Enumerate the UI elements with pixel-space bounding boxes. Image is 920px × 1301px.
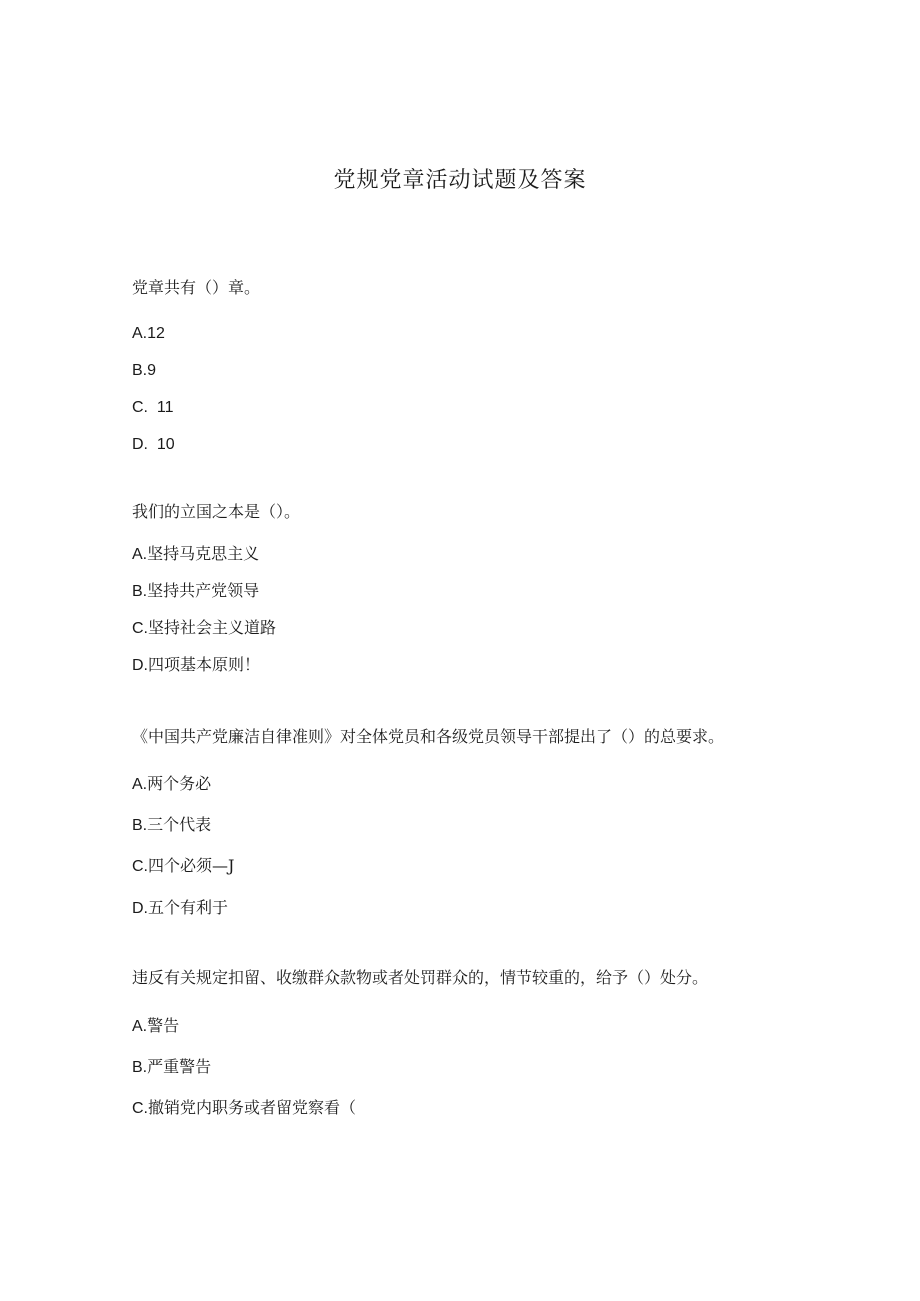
option-letter: A. <box>132 1018 148 1035</box>
question-3-option-c <box>132 855 234 878</box>
question-2-option-d <box>132 654 260 677</box>
option-letter: C. <box>132 1100 148 1117</box>
option-text: 9 <box>147 362 157 379</box>
option-letter: A. <box>132 776 148 793</box>
question-4-option-a <box>132 1015 179 1038</box>
option-text: 坚持社会主义道路 <box>148 618 277 637</box>
question-3-option-d <box>132 897 228 920</box>
question-1-option-a <box>132 322 165 345</box>
question-2-option-b <box>132 580 259 603</box>
question-1-option-c <box>132 396 174 419</box>
option-letter: D. <box>132 657 148 674</box>
question-3-stem: 《中国共产党廉洁自律准则》对全体党员和各级党员领导干部提出了（）的总要求。 <box>132 727 725 746</box>
question-4-option-c <box>132 1097 356 1120</box>
option-text: 警告 <box>147 1016 180 1035</box>
option-text: 两个务必 <box>147 774 212 793</box>
option-text: 10 <box>148 436 175 453</box>
question-1-option-d <box>132 433 175 456</box>
option-letter: C. <box>132 620 148 637</box>
question-4-option-b <box>132 1056 211 1079</box>
question-1-option-b <box>132 359 156 382</box>
question-3-option-b <box>132 814 211 837</box>
option-letter: D. <box>132 900 148 917</box>
question-2-option-c <box>132 617 276 640</box>
option-text: 坚持共产党领导 <box>147 581 260 600</box>
option-text: 五个有利于 <box>148 898 229 917</box>
question-2-option-a <box>132 543 259 566</box>
option-text: 11 <box>148 399 174 416</box>
question-4-stem: 违反有关规定扣留、收缴群众款物或者处罚群众的，情节较重的，给予（）处分。 <box>132 968 709 987</box>
option-letter: A. <box>132 546 148 563</box>
option-letter: B. <box>132 817 148 834</box>
option-text: 12 <box>147 325 165 342</box>
question-3-option-a <box>132 773 211 796</box>
option-letter: D. <box>132 436 148 453</box>
option-letter: A. <box>132 325 148 342</box>
option-text: 四项基本原则！ <box>148 655 261 674</box>
option-letter: C. <box>132 399 148 416</box>
option-letter: B. <box>132 583 148 600</box>
option-letter: B. <box>132 362 148 379</box>
question-1-stem: 党章共有（）章。 <box>132 278 261 297</box>
option-text: 四个必须—J <box>148 856 235 875</box>
option-text: 严重警告 <box>147 1057 212 1076</box>
option-text: 撤销党内职务或者留党察看（ <box>148 1098 357 1117</box>
page-title: 党规党章活动试题及答案 <box>333 168 587 193</box>
option-letter: C. <box>132 858 148 875</box>
question-2-stem: 我们的立国之本是（）。 <box>132 502 301 521</box>
option-text: 坚持马克思主义 <box>147 544 260 563</box>
option-text: 三个代表 <box>147 815 212 834</box>
option-letter: B. <box>132 1059 148 1076</box>
